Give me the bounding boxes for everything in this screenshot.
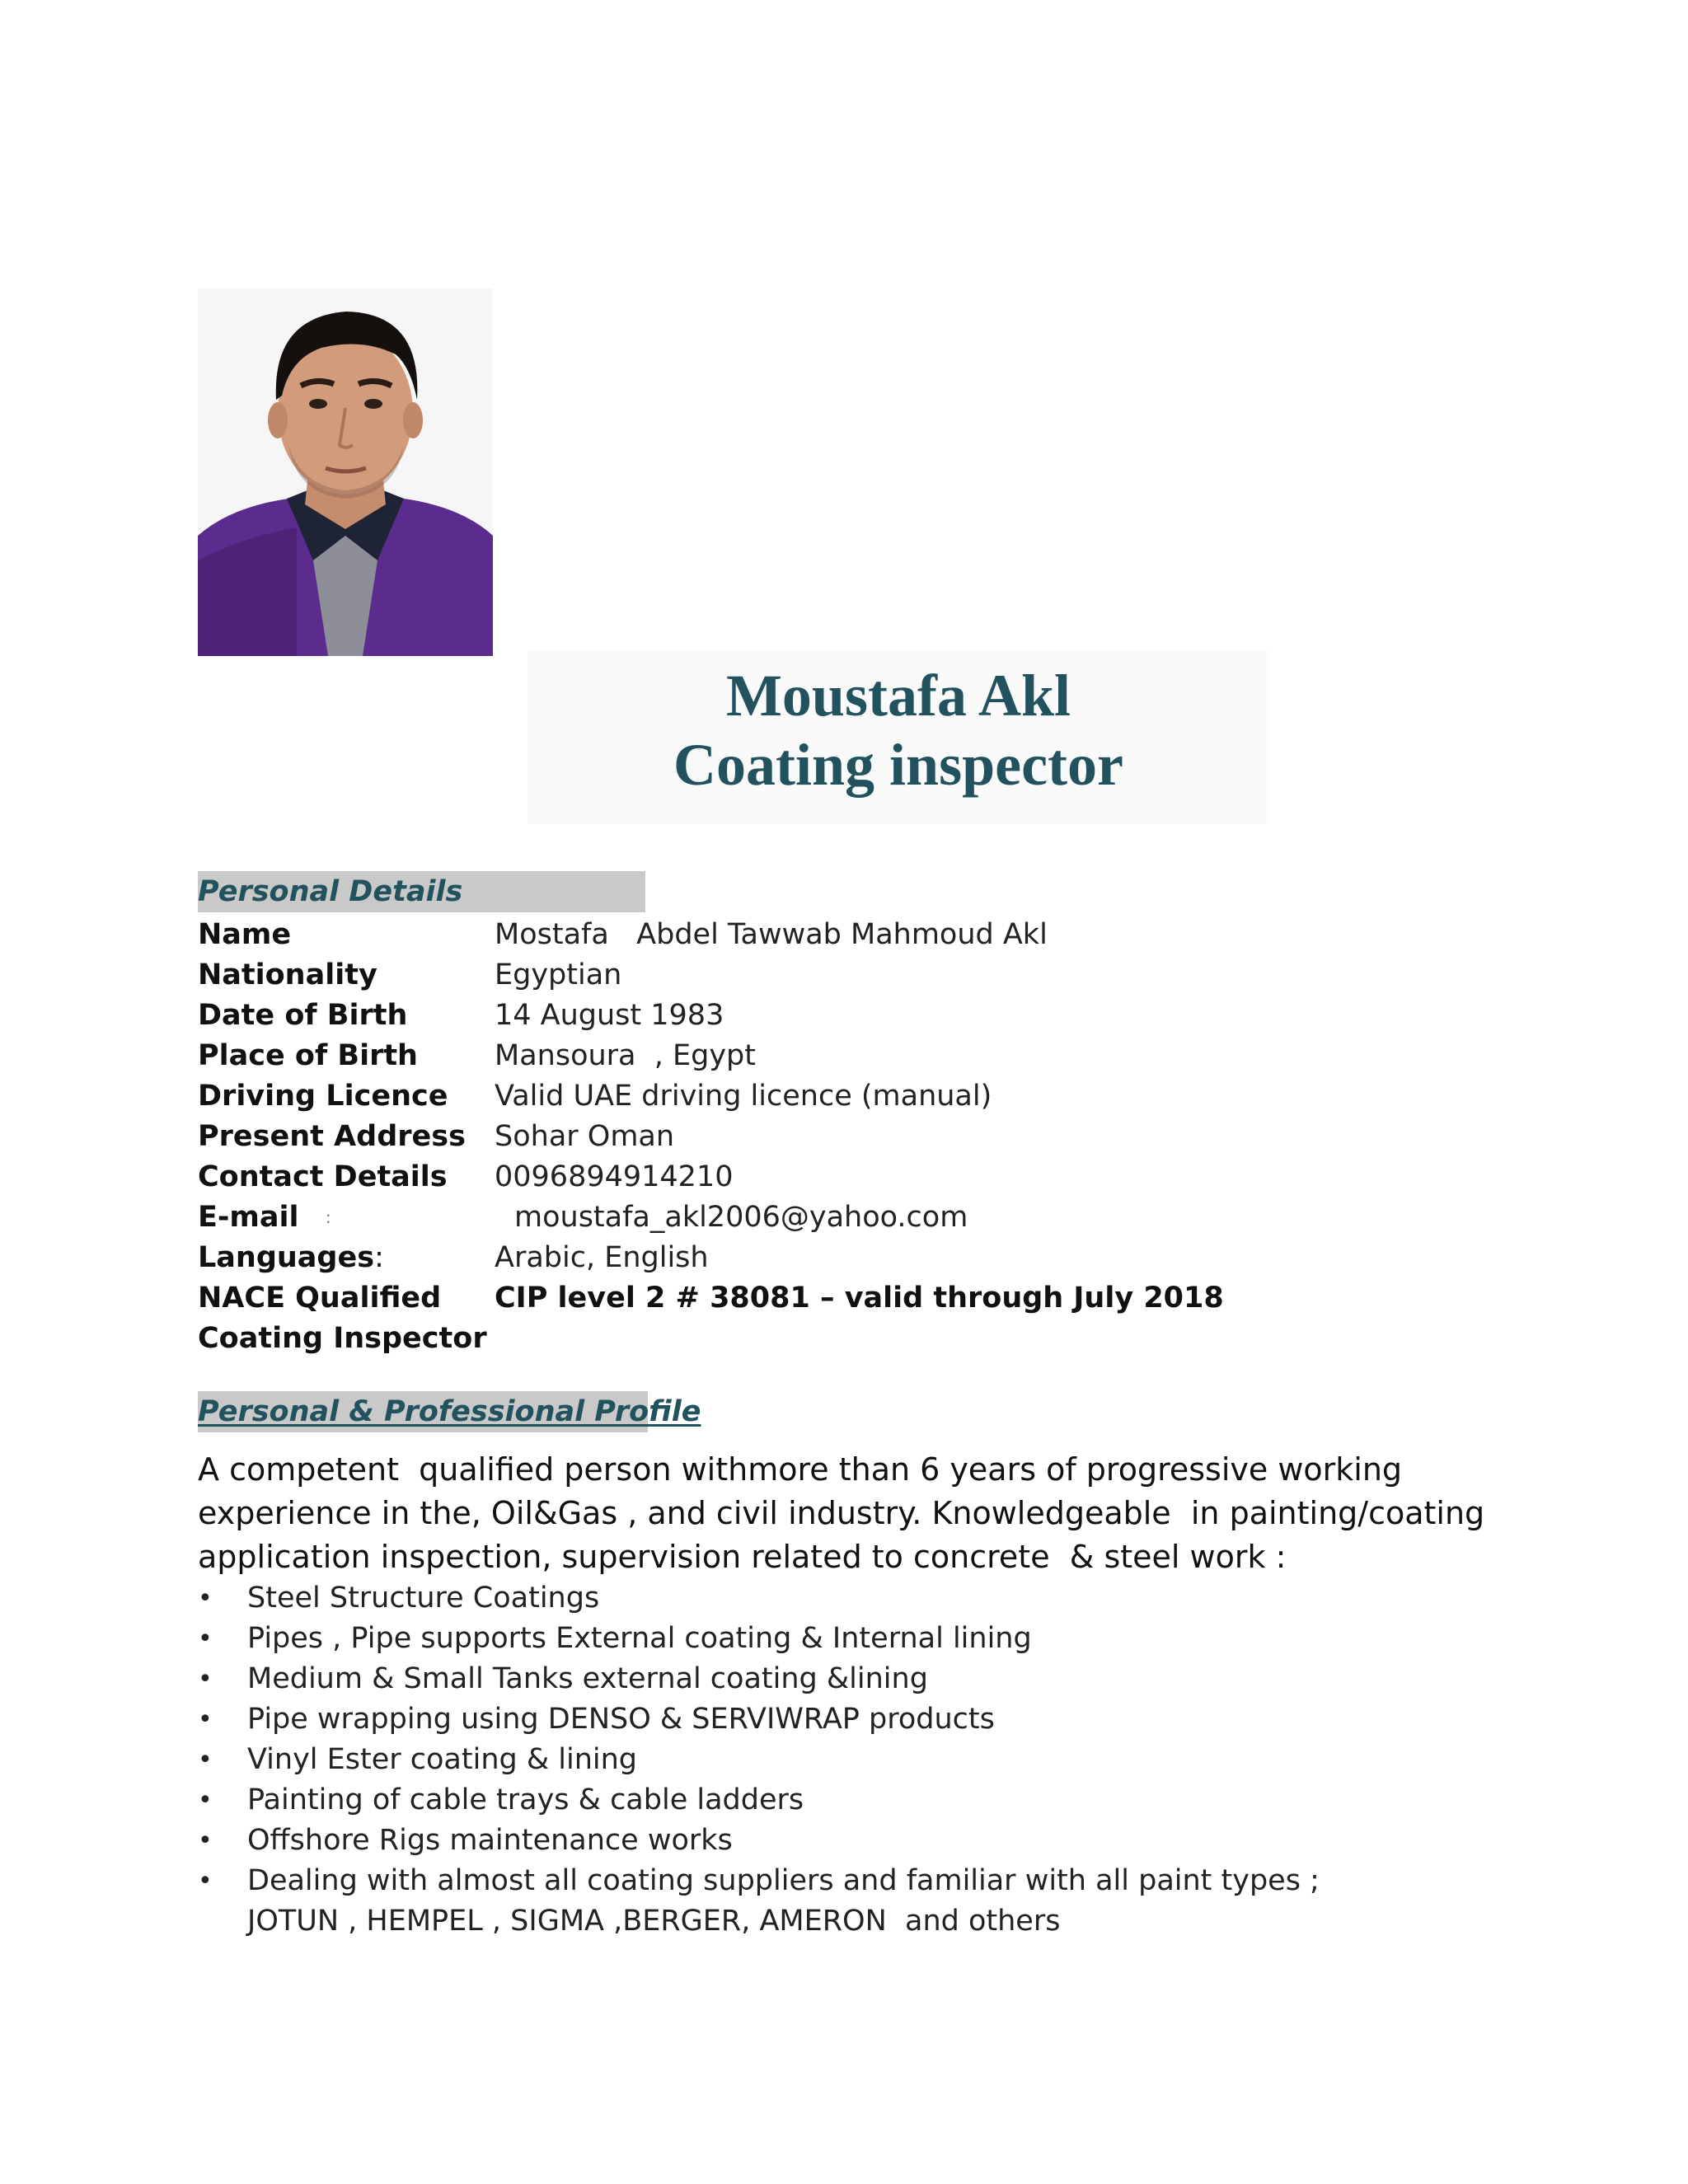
detail-row-email xyxy=(198,1197,1517,1238)
detail-label xyxy=(198,1238,384,1278)
detail-label: Place of Birth xyxy=(198,1039,418,1072)
profile-bullet-list xyxy=(198,1578,1484,1942)
email-link[interactable]: moustafa_akl2006@yahoo.com xyxy=(514,1201,968,1234)
detail-value: 14 August 1983 xyxy=(495,999,724,1032)
detail-value: CIP level 2 # 38081 – valid through July 2018 xyxy=(495,1282,1224,1315)
list-item-text: Dealing with almost all coating suppliers and familiar with all paint types ; xyxy=(247,1864,1320,1897)
list-item-text: Offshore Rigs maintenance works xyxy=(247,1824,733,1857)
detail-label: Present Address xyxy=(198,1120,466,1153)
detail-row-date-of-birth xyxy=(198,996,1517,1036)
list-item-text: Pipes , Pipe supports External coating & Internal lining xyxy=(247,1622,1032,1655)
detail-label: Name xyxy=(198,918,292,951)
detail-colon: : xyxy=(374,1241,384,1274)
detail-label: Coating Inspector xyxy=(198,1322,487,1355)
detail-row-nace xyxy=(198,1278,1517,1319)
detail-row-nationality xyxy=(198,955,1517,996)
list-item-text: Steel Structure Coatings xyxy=(247,1582,600,1615)
list-item xyxy=(198,1861,1484,1942)
detail-label: E-mail xyxy=(198,1201,299,1234)
list-item-text: Medium & Small Tanks external coating &lining xyxy=(247,1662,928,1695)
profile-photo xyxy=(198,288,493,656)
list-item xyxy=(198,1578,1484,1619)
detail-row-place-of-birth xyxy=(198,1036,1517,1076)
detail-value: Mansoura , Egypt xyxy=(495,1039,756,1072)
list-item xyxy=(198,1740,1484,1780)
list-item-text: Painting of cable trays & cable ladders xyxy=(247,1783,804,1816)
detail-colon: : xyxy=(326,1207,331,1227)
detail-label: Date of Birth xyxy=(198,999,408,1032)
bullet-icon: • xyxy=(198,1786,213,1815)
list-item xyxy=(198,1659,1484,1699)
detail-value: Valid UAE driving licence (manual) xyxy=(495,1080,992,1113)
name-title-block xyxy=(528,651,1269,824)
detail-row-languages xyxy=(198,1238,1517,1278)
job-title: Coating inspector xyxy=(673,732,1123,798)
detail-value: Mostafa Abdel Tawwab Mahmoud Akl xyxy=(495,918,1048,951)
detail-row-name xyxy=(198,915,1517,955)
detail-label: NACE Qualified xyxy=(198,1282,442,1315)
list-item-text: Pipe wrapping using DENSO & SERVIWRAP products xyxy=(247,1703,995,1736)
detail-row-driving-licence xyxy=(198,1076,1517,1117)
bullet-icon: • xyxy=(198,1746,213,1774)
bullet-icon: • xyxy=(198,1584,213,1613)
bullet-icon: • xyxy=(198,1624,213,1653)
bullet-icon: • xyxy=(198,1665,213,1694)
detail-value: Egyptian xyxy=(495,958,622,991)
detail-value: Sohar Oman xyxy=(495,1120,675,1153)
bullet-icon: • xyxy=(198,1826,213,1855)
detail-label: Contact Details xyxy=(198,1160,448,1193)
profile-intro: A competent qualified person withmore than 6 years of progressive working experience in the, Oil&Gas , and civil industry. Knowledgeable in painting/coating application inspection, supervision related to concrete & steel work : xyxy=(198,1451,1505,1575)
list-item-text: Vinyl Ester coating & lining xyxy=(247,1743,638,1776)
list-item xyxy=(198,1619,1484,1659)
person-portrait-icon xyxy=(198,288,493,656)
detail-row-coating-inspector xyxy=(198,1319,1517,1359)
list-item-continuation: JOTUN , HEMPEL , SIGMA ,BERGER, AMERON and others xyxy=(247,1905,1061,1938)
bullet-icon: • xyxy=(198,1705,213,1734)
detail-label: Nationality xyxy=(198,958,377,991)
list-item xyxy=(198,1780,1484,1821)
detail-value: Arabic, English xyxy=(495,1241,709,1274)
profile-heading: Personal & Professional Profile xyxy=(198,1391,648,1432)
detail-label-text: Languages xyxy=(198,1241,375,1274)
bullet-icon: • xyxy=(198,1867,213,1896)
personal-details-table xyxy=(198,915,1517,1359)
detail-value: 0096894914210 xyxy=(495,1160,734,1193)
detail-row-contact-details xyxy=(198,1157,1517,1197)
personal-details-heading: Personal Details xyxy=(198,871,645,912)
detail-label: Driving Licence xyxy=(198,1080,448,1113)
list-item xyxy=(198,1699,1484,1740)
detail-row-present-address xyxy=(198,1117,1517,1157)
list-item xyxy=(198,1821,1484,1861)
candidate-name: Moustafa Akl xyxy=(725,663,1071,729)
